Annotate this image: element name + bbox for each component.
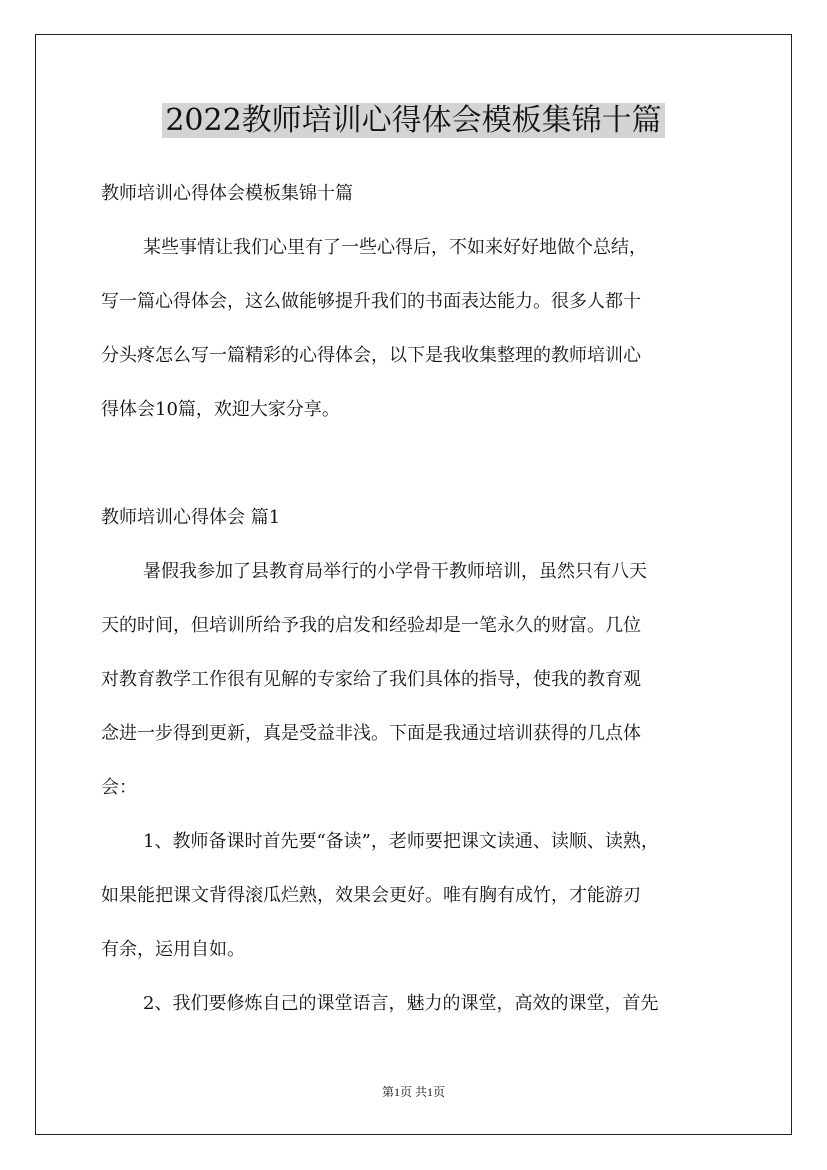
document-subtitle: 教师培训心得体会模板集锦十篇	[101, 183, 353, 204]
section-heading: 教师培训心得体会 篇1	[101, 507, 281, 528]
document-title	[0, 99, 827, 143]
paragraph-line: 如果能把课文背得滚瓜烂熟，效果会更好。唯有胸有成竹，才能游刃	[101, 885, 641, 906]
intro-line: 写一篇心得体会，这么做能够提升我们的书面表达能力。很多人都十	[101, 291, 641, 312]
paragraph-line: 1、教师备课时首先要“备读”，老师要把课文读通、读顺、读熟，	[143, 831, 659, 852]
intro-line: 得体会10篇，欢迎大家分享。	[101, 399, 340, 420]
document-title-text: 2022教师培训心得体会模板集锦十篇	[162, 103, 664, 138]
intro-line: 某些事情让我们心里有了一些心得后，不如来好好地做个总结，	[143, 237, 647, 258]
paragraph-line: 天的时间，但培训所给予我的启发和经验却是一笔永久的财富。几位	[101, 615, 641, 636]
paragraph-line: 2、我们要修炼自己的课堂语言，魅力的课堂，高效的课堂，首先	[143, 993, 659, 1014]
paragraph-line: 暑假我参加了县教育局举行的小学骨干教师培训，虽然只有八天	[143, 561, 647, 582]
paragraph-line: 对教育教学工作很有见解的专家给了我们具体的指导，使我的教育观	[101, 669, 641, 690]
intro-line: 分头疼怎么写一篇精彩的心得体会，以下是我收集整理的教师培训心	[101, 345, 641, 366]
paragraph-line: 念进一步得到更新，真是受益非浅。下面是我通过培训获得的几点体	[101, 723, 641, 744]
paragraph-line: 有余，运用自如。	[101, 939, 245, 960]
paragraph-line: 会：	[101, 777, 137, 798]
page-footer: 第1页 共1页	[381, 1085, 445, 1099]
